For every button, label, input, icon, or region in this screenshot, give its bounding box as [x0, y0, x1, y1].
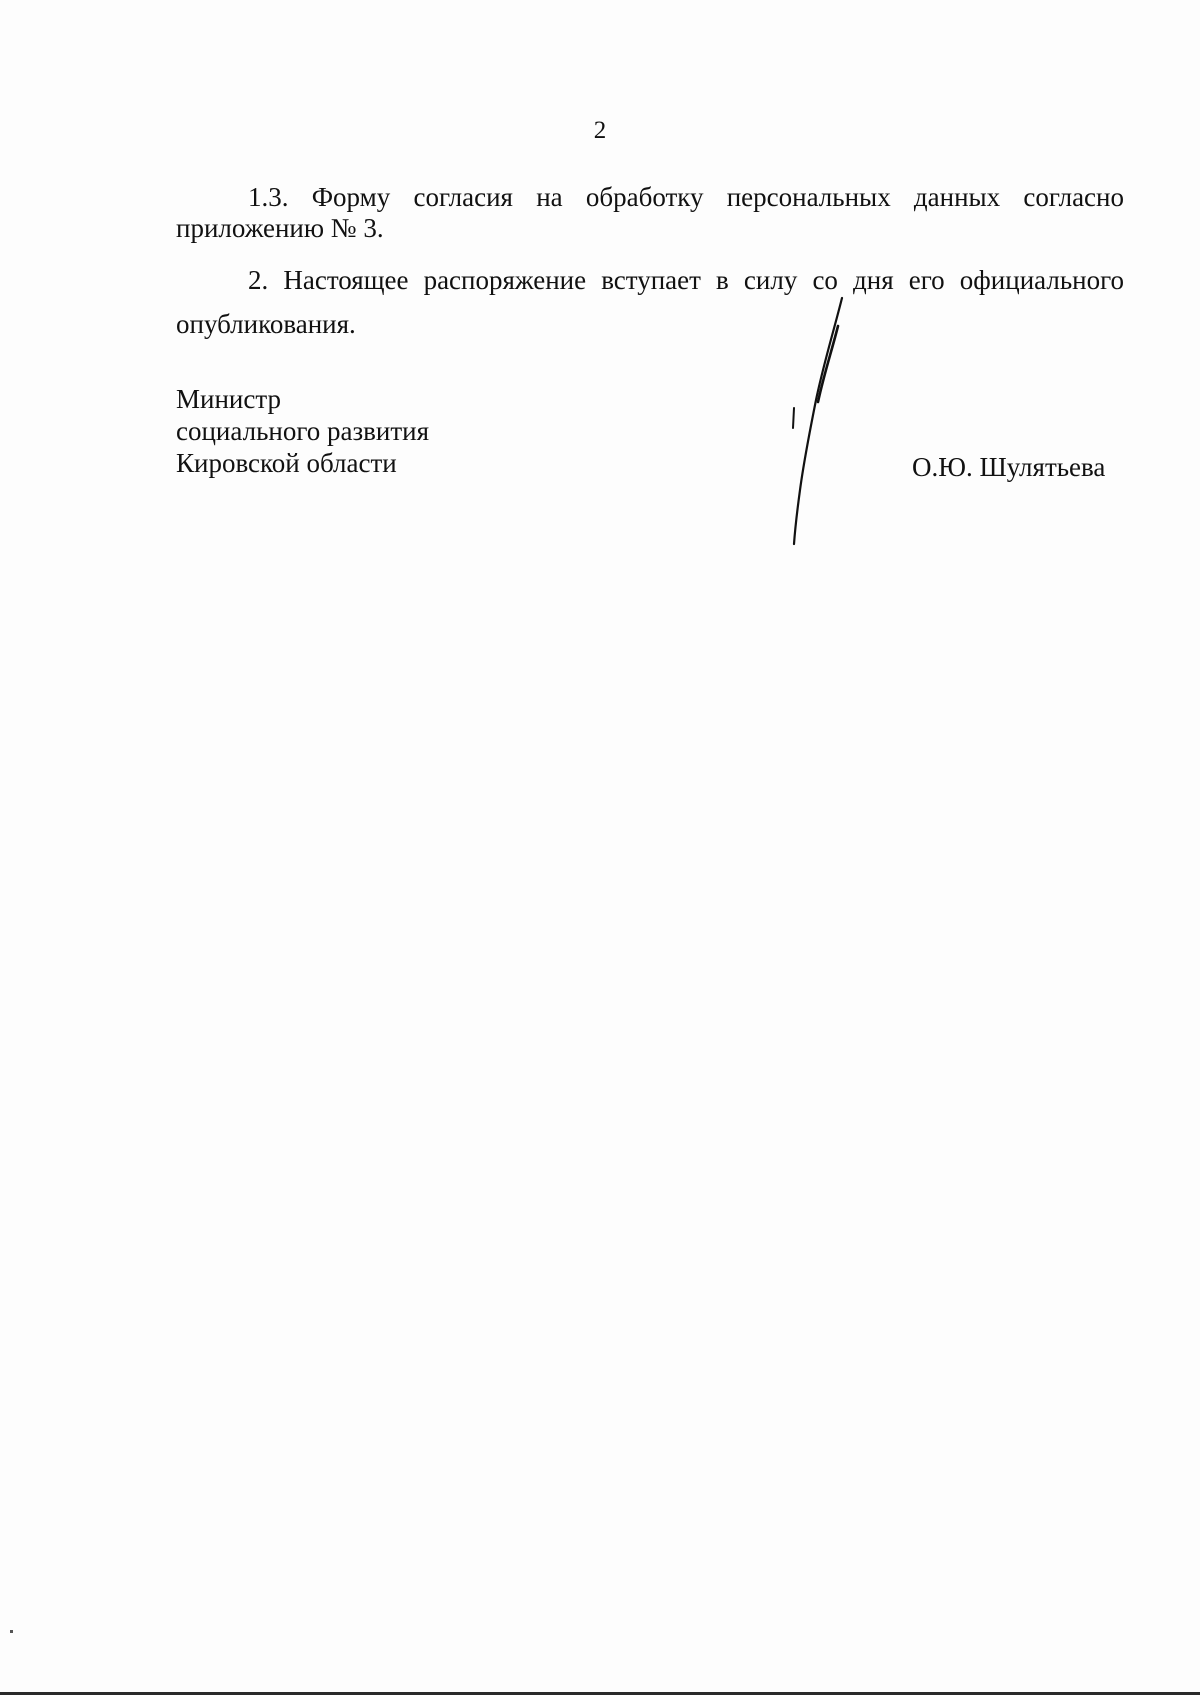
paragraph-text: 1.3. Форму согласия на обработку персональных данных согласно приложению № 3.	[176, 182, 1124, 243]
page-number: 2	[593, 117, 607, 144]
paragraph-1-3	[176, 182, 1124, 244]
scan-artifact	[10, 1630, 13, 1633]
position-line: Министр	[176, 384, 281, 414]
signer-name: О.Ю. Шулятьева	[912, 452, 1106, 482]
handwritten-signature	[760, 290, 880, 550]
position-line: социального развития	[176, 416, 430, 446]
signatory-position	[176, 383, 429, 479]
paragraph-text: 2. Настоящее распоряжение вступает в силу со дня его официального опубликования.	[176, 265, 1124, 339]
position-line: Кировской области	[176, 448, 397, 478]
paragraph-2	[176, 258, 1124, 346]
